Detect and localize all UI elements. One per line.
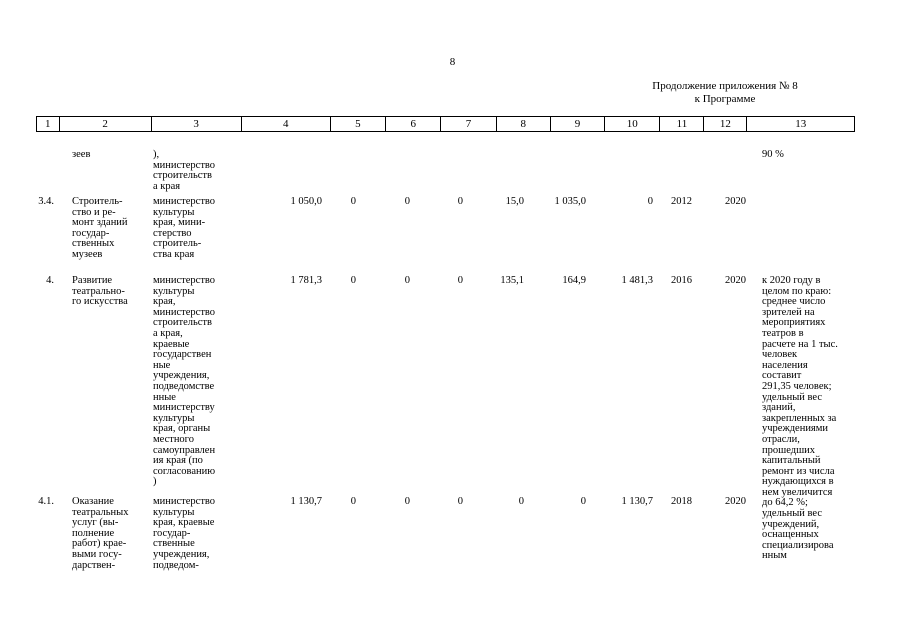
row-number: 3.4. [38, 196, 54, 207]
row-value-col4: 1 130,7 [290, 496, 322, 507]
col-header-13: 13 [747, 117, 855, 132]
row-value-col4: 1 781,3 [290, 275, 322, 286]
row-start-year: 2018 [671, 496, 692, 507]
row-name: Оказание театральных услуг (вы- полнение работ) крае- выми госу- дарствен- [72, 496, 129, 571]
row-executor: министерство культуры края, краевые государ- ственные учреждения, подведом- [153, 496, 216, 571]
row-name: Строитель- ство и ре- монт зданий государ- ственных музеев [72, 196, 128, 260]
col-header-9: 9 [550, 117, 604, 132]
col-header-3: 3 [151, 117, 241, 132]
row-name: зеев [72, 149, 91, 160]
continuation-line-1: Продолжение приложения № 8 [652, 80, 798, 92]
row-value-col7: 0 [457, 275, 463, 286]
row-value-col9: 164,9 [562, 275, 586, 286]
row-executor: министерство культуры края, мини- стерство строитель- ства края [153, 196, 216, 260]
row-value-col4: 1 050,0 [290, 196, 322, 207]
row-start-year: 2012 [671, 196, 692, 207]
row-value-col6: 0 [404, 496, 410, 507]
col-header-10: 10 [605, 117, 660, 132]
row-value-col10: 1 481,3 [621, 275, 653, 286]
col-header-1: 1 [37, 117, 60, 132]
col-header-7: 7 [441, 117, 496, 132]
row-executor: министерство культуры края, министерство строительств а края, краевые государствен ные учреждения, подведомстве нные министерству культуры края, органы местного самоуправлен ия края (по согласованию ) [153, 275, 216, 488]
row-value-col5: 0 [350, 496, 356, 507]
continuation-line-2: к Программе [694, 93, 756, 105]
col-header-6: 6 [386, 117, 441, 132]
row-end-year: 2020 [725, 496, 746, 507]
row-number: 4.1. [38, 496, 54, 507]
col-header-2: 2 [59, 117, 151, 132]
row-value-col8: 0 [518, 496, 524, 507]
col-header-12: 12 [704, 117, 747, 132]
continuation-note [600, 80, 850, 106]
row-number: 4. [46, 275, 54, 286]
col-header-5: 5 [330, 117, 385, 132]
col-header-8: 8 [496, 117, 550, 132]
row-value-col7: 0 [457, 196, 463, 207]
column-header-row [36, 116, 855, 132]
row-value-col9: 0 [580, 496, 586, 507]
row-result: к 2020 году в целом по краю: среднее число зрителей на мероприятиях театров в расчете на 1 тыс. человек населения составит 291,35 человек; удельный вес зданий, закрепленных за учреждениями отрасли, прошедших капитальный ремонт из числа нуждающихся в нем увеличится до 64,2 %; удельный вес учреждений, оснащенных специализирова нным [762, 275, 838, 562]
row-executor: ), министерство строительств а края [153, 149, 216, 192]
row-end-year: 2020 [725, 275, 746, 286]
page-number: 8 [449, 56, 456, 68]
row-value-col5: 0 [350, 275, 356, 286]
row-name: Развитие театрально- го искусства [72, 275, 128, 308]
row-value-col7: 0 [457, 496, 463, 507]
col-header-4: 4 [241, 117, 330, 132]
row-value-col5: 0 [350, 196, 356, 207]
row-result: 90 % [762, 149, 784, 160]
row-end-year: 2020 [725, 196, 746, 207]
row-value-col10: 1 130,7 [621, 496, 653, 507]
row-value-col10: 0 [647, 196, 653, 207]
row-start-year: 2016 [671, 275, 692, 286]
col-header-11: 11 [660, 117, 704, 132]
row-value-col8: 15,0 [505, 196, 524, 207]
row-value-col9: 1 035,0 [554, 196, 586, 207]
row-value-col8: 135,1 [500, 275, 524, 286]
row-value-col6: 0 [404, 275, 410, 286]
row-value-col6: 0 [404, 196, 410, 207]
